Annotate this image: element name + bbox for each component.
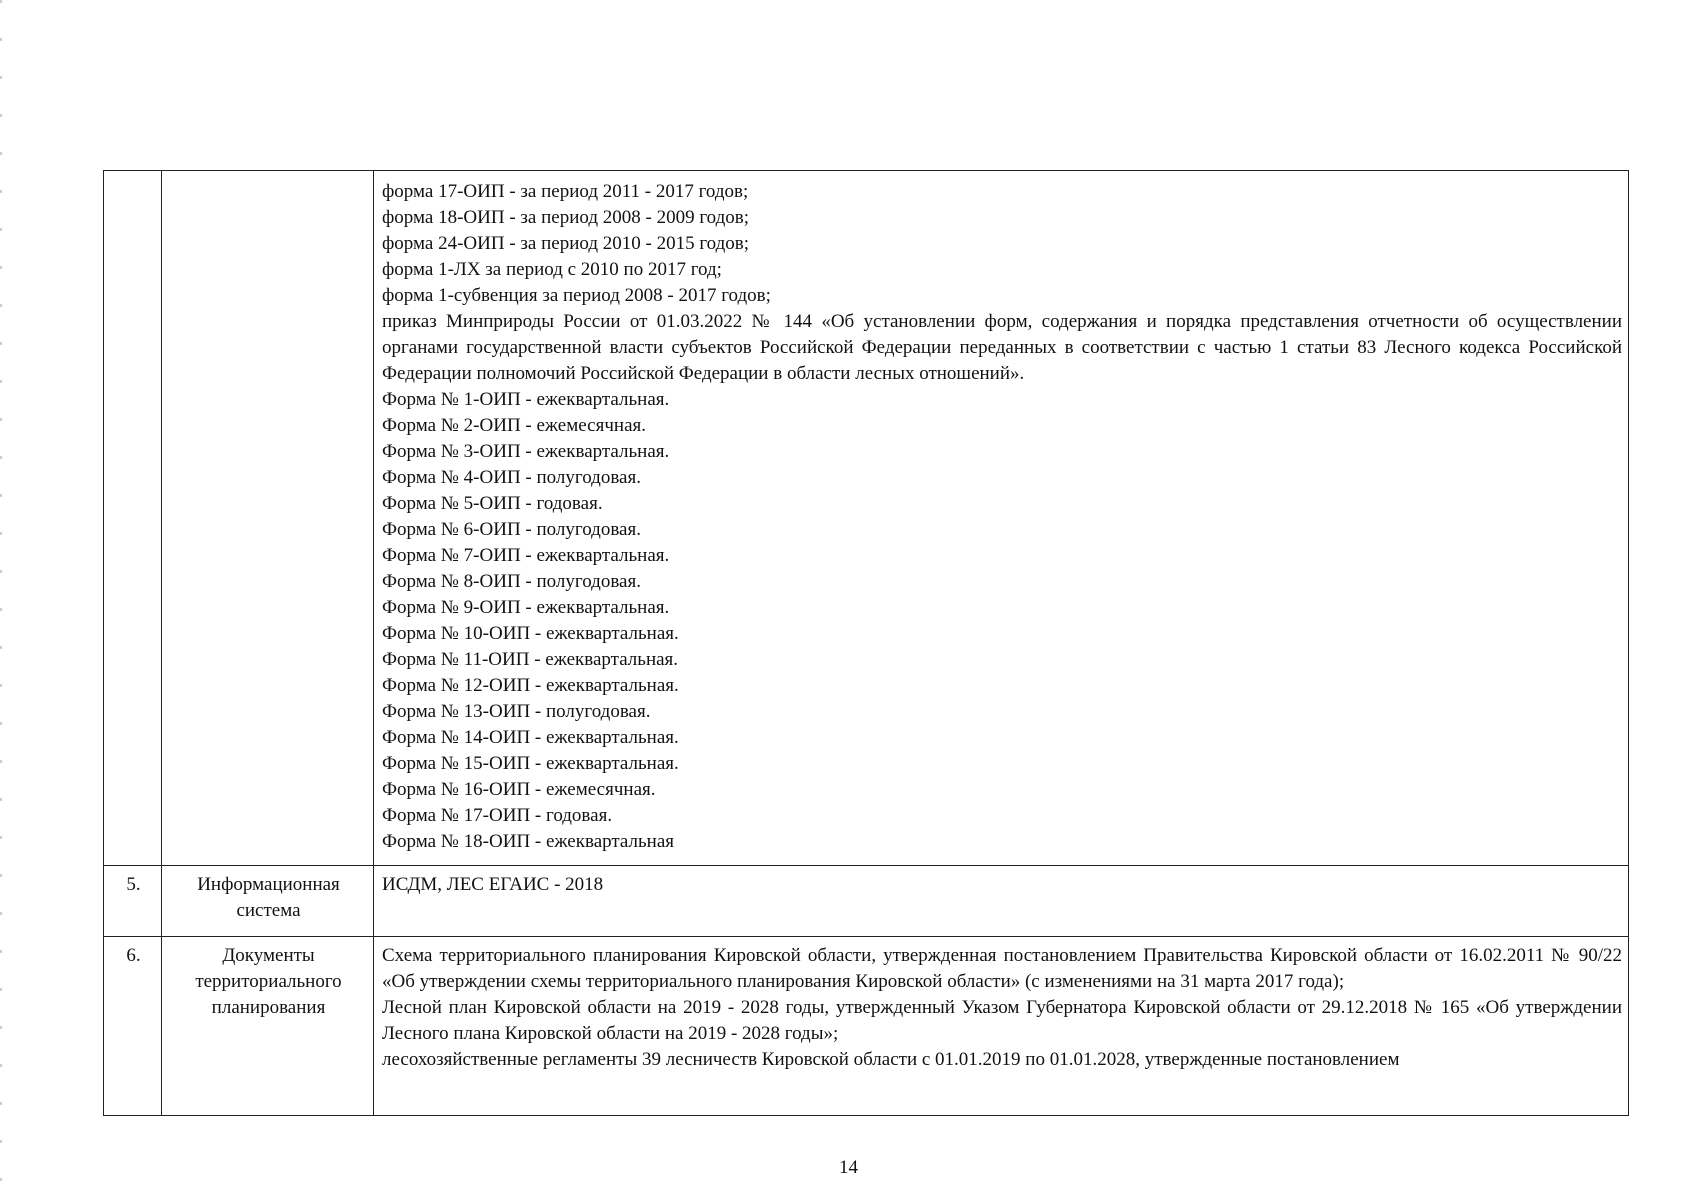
planning-doc-paragraph: Лесной план Кировской области на 2019 - 2028 годы, утвержденный Указом Губернатора Кировской области от 29.12.2018 № 165 «Об утверждении Лесного плана Кировской области на 2019 - 2028 годы»; [382,997,1622,1044]
row-content-cell [374,866,1629,937]
form-line: Форма № 12-ОИП - ежеквартальная. [382,675,679,696]
row-number-cell: 6. [104,937,162,1116]
row-number-cell: 5. [104,866,162,937]
table-row-continuation [104,171,1629,866]
info-system-text: ИСДМ, ЛЕС ЕГАИС - 2018 [382,874,604,895]
form-line: Форма № 3-ОИП - ежеквартальная. [382,441,670,462]
form-line: Форма № 2-ОИП - ежемесячная. [382,415,646,436]
form-line: Форма № 18-ОИП - ежеквартальная [382,831,674,852]
continuation-line: форма 1-субвенция за период 2008 - 2017 годов; [382,285,771,306]
row-name-cell: Информационная система [162,866,374,937]
table-row-5 [104,866,1629,937]
row-number-cell [104,171,162,866]
form-line: Форма № 14-ОИП - ежеквартальная. [382,727,679,748]
page-number: 14 [839,1157,858,1178]
form-line: Форма № 16-ОИП - ежемесячная. [382,779,656,800]
form-line: Форма № 10-ОИП - ежеквартальная. [382,623,679,644]
row-name-cell [162,171,374,866]
table-row-6 [104,937,1629,1116]
form-line: Форма № 15-ОИП - ежеквартальная. [382,753,679,774]
row-name-cell: Документы территориального планирования [162,937,374,1116]
scan-edge-marks [0,0,2,1200]
planning-doc-paragraph: Схема территориального планирования Кировской области, утвержденная постановлением Правительства Кировской области от 16.02.2011 № 90/22 «Об утверждении схемы территориального планирования Кировской области» (с изменениями на 31 марта 2017 года); [382,945,1622,992]
form-line: Форма № 8-ОИП - полугодовая. [382,571,641,592]
form-line: Форма № 11-ОИП - ежеквартальная. [382,649,679,670]
form-line: Форма № 6-ОИП - полугодовая. [382,519,641,540]
form-line: Форма № 5-ОИП - годовая. [382,493,603,514]
continuation-line: форма 18-ОИП - за период 2008 - 2009 годов; [382,207,750,228]
continuation-line: форма 1-ЛХ за период с 2010 по 2017 год; [382,259,722,280]
form-line: Форма № 13-ОИП - полугодовая. [382,701,651,722]
form-line: Форма № 4-ОИП - полугодовая. [382,467,641,488]
row-content-cell [374,937,1629,1116]
continuation-line: форма 17-ОИП - за период 2011 - 2017 годов; [382,181,749,202]
form-line: Форма № 1-ОИП - ежеквартальная. [382,389,670,410]
planning-doc-paragraph: лесохозяйственные регламенты 39 лесничеств Кировской области с 01.01.2019 по 01.01.2028, утвержденные постановлением [382,1049,1400,1070]
form-line: Форма № 17-ОИП - годовая. [382,805,613,826]
form-line: Форма № 9-ОИП - ежеквартальная. [382,597,670,618]
order-paragraph: приказ Минприроды России от 01.03.2022 № 144 «Об установлении форм, содержания и порядка представления отчетности об осуществлении органами государственной власти субъектов Российской Федерации переданных в соответствии с частью 1 статьи 83 Лесного кодекса Российской Федерации полномочий Российской Федерации в области лесных отношений». [382,311,1622,384]
continuation-line: форма 24-ОИП - за период 2010 - 2015 годов; [382,233,750,254]
info-table [103,170,1629,1116]
form-line: Форма № 7-ОИП - ежеквартальная. [382,545,670,566]
row-content-cell [374,171,1629,866]
